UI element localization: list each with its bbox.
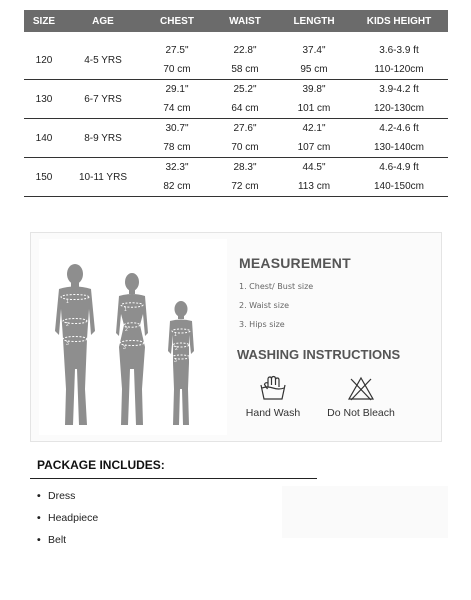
waist-inch-cell: 25.2" bbox=[233, 84, 257, 95]
bullet: • bbox=[37, 490, 41, 502]
table-row bbox=[24, 80, 448, 100]
length-cm-cell: 107 cm bbox=[278, 138, 350, 158]
measurement-title: MEASUREMENT bbox=[239, 255, 351, 271]
figure-marker-3: 3 bbox=[174, 358, 177, 364]
height-ft-cell: 4.6-4.9 ft bbox=[379, 162, 419, 173]
measurement-item-chest: 1. Chest/ Bust size bbox=[239, 282, 314, 291]
figure-marker-1: 1 bbox=[174, 332, 177, 338]
figure-marker-1: 1 bbox=[124, 307, 127, 313]
bullet: • bbox=[37, 512, 41, 524]
waist-cm-cell: 70 cm bbox=[212, 138, 278, 158]
figure-marker-2: 2 bbox=[125, 327, 128, 333]
figure-marker-1: 1 bbox=[66, 299, 69, 305]
bullet: • bbox=[37, 534, 41, 546]
chest-inch-cell: 32.3" bbox=[165, 162, 189, 173]
package-item-label: Belt bbox=[48, 534, 67, 546]
package-item-label: Headpiece bbox=[48, 512, 99, 524]
height-ft-cell: 3.9-4.2 ft bbox=[379, 84, 419, 95]
size-chart-table bbox=[24, 10, 448, 197]
table-row bbox=[24, 158, 448, 178]
chest-inch-cell: 27.5" bbox=[165, 45, 189, 56]
chest-cm-cell: 78 cm bbox=[142, 138, 212, 158]
chest-inch-cell: 29.1" bbox=[165, 84, 189, 95]
package-title: PACKAGE INCLUDES: bbox=[30, 452, 317, 479]
body-figures-illustration bbox=[39, 239, 227, 435]
height-cm-cell: 120-130cm bbox=[350, 99, 448, 119]
waist-inch-cell: 27.6" bbox=[233, 123, 257, 134]
chest-cm-cell: 82 cm bbox=[142, 177, 212, 197]
chest-inch-cell: 30.7" bbox=[165, 123, 189, 134]
man-figure bbox=[55, 264, 95, 425]
size-cell: 150 bbox=[24, 158, 64, 197]
height-cm-cell: 110-120cm bbox=[350, 60, 448, 80]
girl-figure bbox=[168, 301, 194, 425]
waist-inch-cell: 28.3" bbox=[233, 162, 257, 173]
table-row bbox=[24, 41, 448, 60]
do-not-bleach-label: Do Not Bleach bbox=[327, 407, 395, 419]
figure-marker-3: 3 bbox=[66, 341, 69, 347]
hand-wash-icon bbox=[258, 375, 288, 403]
figure-marker-2: 2 bbox=[175, 346, 178, 352]
figure-marker-3: 3 bbox=[123, 345, 126, 351]
waist-inch-cell: 22.8" bbox=[233, 45, 257, 56]
waist-cm-cell: 72 cm bbox=[212, 177, 278, 197]
do-not-bleach-icon bbox=[346, 375, 376, 403]
waist-cm-cell: 58 cm bbox=[212, 60, 278, 80]
header-length: LENGTH bbox=[278, 10, 350, 32]
height-ft-cell: 3.6-3.9 ft bbox=[379, 45, 419, 56]
do-not-bleach-item bbox=[321, 375, 401, 419]
age-cell: 8-9 YRS bbox=[64, 119, 142, 158]
length-cm-cell: 95 cm bbox=[278, 60, 350, 80]
length-inch-cell: 37.4" bbox=[302, 45, 326, 56]
length-cm-cell: 113 cm bbox=[278, 177, 350, 197]
age-cell: 4-5 YRS bbox=[64, 41, 142, 80]
measurement-panel bbox=[30, 232, 442, 442]
chest-cm-cell: 70 cm bbox=[142, 60, 212, 80]
washing-instructions-title: WASHING INSTRUCTIONS bbox=[237, 347, 401, 362]
waist-cm-cell: 64 cm bbox=[212, 99, 278, 119]
length-inch-cell: 39.8" bbox=[302, 84, 326, 95]
measurement-list bbox=[239, 277, 313, 334]
woman-figure bbox=[116, 273, 148, 425]
length-inch-cell: 42.1" bbox=[302, 123, 326, 134]
hand-wash-label: Hand Wash bbox=[245, 407, 301, 419]
figure-marker-2: 2 bbox=[66, 322, 69, 328]
table-row bbox=[24, 119, 448, 139]
chest-cm-cell: 74 cm bbox=[142, 99, 212, 119]
size-cell: 140 bbox=[24, 119, 64, 158]
hand-wash-item bbox=[233, 375, 313, 419]
age-cell: 10-11 YRS bbox=[64, 158, 142, 197]
length-inch-cell: 44.5" bbox=[302, 162, 326, 173]
header-kids-height: KIDS HEIGHT bbox=[350, 10, 448, 32]
body-silhouettes bbox=[39, 239, 227, 435]
table-header-row bbox=[24, 10, 448, 32]
size-cell: 120 bbox=[24, 41, 64, 80]
size-cell: 130 bbox=[24, 80, 64, 119]
height-cm-cell: 130-140cm bbox=[350, 138, 448, 158]
height-ft-cell: 4.2-4.6 ft bbox=[379, 123, 419, 134]
package-section bbox=[30, 452, 448, 551]
header-chest: CHEST bbox=[142, 10, 212, 32]
header-age: AGE bbox=[64, 10, 142, 32]
measurement-item-waist: 2. Waist size bbox=[239, 301, 290, 310]
package-item-label: Dress bbox=[48, 490, 76, 502]
package-shade bbox=[282, 486, 448, 538]
length-cm-cell: 101 cm bbox=[278, 99, 350, 119]
height-cm-cell: 140-150cm bbox=[350, 177, 448, 197]
age-cell: 6-7 YRS bbox=[64, 80, 142, 119]
header-waist: WAIST bbox=[212, 10, 278, 32]
measurement-item-hips: 3. Hips size bbox=[239, 320, 285, 329]
header-size: SIZE bbox=[24, 10, 64, 32]
